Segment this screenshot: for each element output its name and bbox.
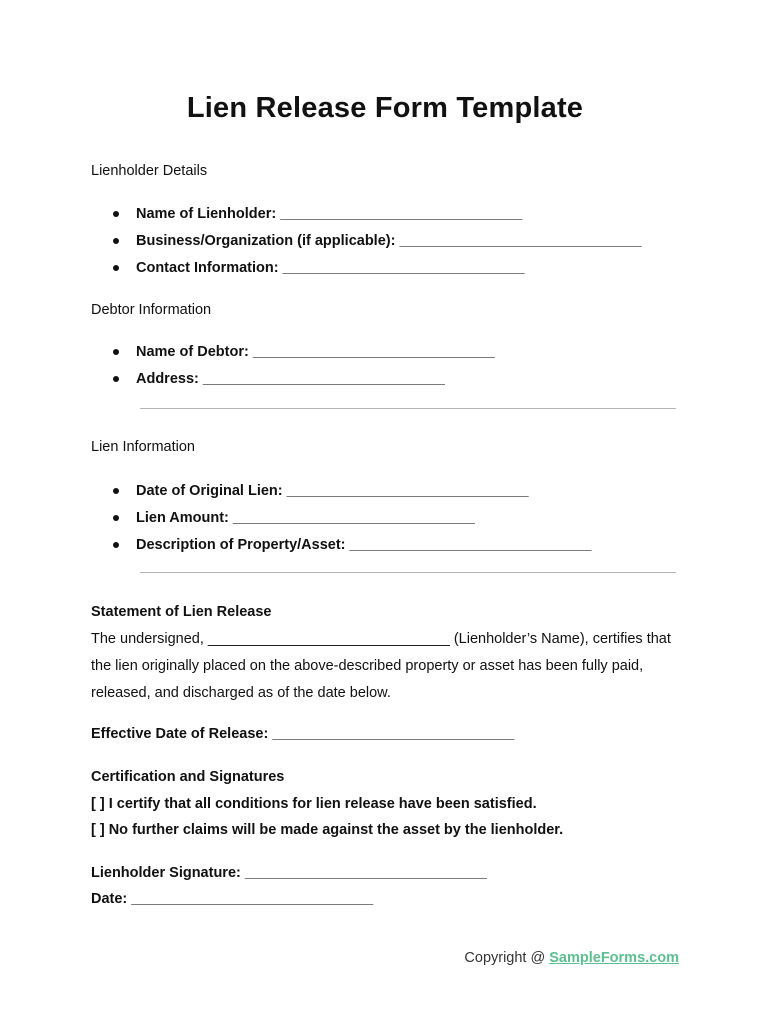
bullet-icon (113, 488, 119, 494)
lienholder-list (110, 205, 641, 286)
bullet-icon (113, 376, 119, 382)
list-item (110, 536, 591, 563)
field-address: Address: ______________________________ (136, 371, 445, 387)
field-date: Date: ______________________________ (91, 891, 374, 907)
field-contact-information: Contact Information: ______________________________ (136, 260, 525, 276)
divider-line (140, 408, 676, 409)
section-heading-lien: Lien Information (91, 439, 195, 455)
list-item (110, 205, 641, 232)
field-lien-amount: Lien Amount: ______________________________ (136, 510, 475, 526)
statement-line: released, and discharged as of the date below. (91, 685, 391, 701)
footer-prefix: Copyright @ (464, 950, 550, 966)
bullet-icon (113, 211, 119, 217)
page-title: Lien Release Form Template (186, 92, 584, 124)
statement-line: The undersigned, ______________________________ (Lienholder’s Name), certifies that (91, 631, 671, 647)
field-lienholder-signature: Lienholder Signature: ______________________________ (91, 865, 487, 881)
list-item (110, 482, 591, 509)
field-date-of-original-lien: Date of Original Lien: ______________________________ (136, 483, 529, 499)
lien-list (110, 482, 591, 563)
list-item (110, 232, 641, 259)
footer-brand-link[interactable]: SampleForms.com (549, 950, 679, 966)
list-item (110, 259, 641, 286)
section-heading-debtor: Debtor Information (91, 302, 212, 318)
bullet-icon (113, 515, 119, 521)
debtor-list (110, 343, 495, 397)
field-description-of-property: Description of Property/Asset: ______________________________ (136, 537, 592, 553)
bullet-icon (113, 265, 119, 271)
statement-paragraph (91, 626, 691, 707)
list-item (110, 509, 591, 536)
bullet-icon (113, 238, 119, 244)
section-heading-statement: Statement of Lien Release (91, 604, 272, 620)
list-item (110, 370, 495, 397)
bullet-icon (113, 542, 119, 548)
list-item (110, 343, 495, 370)
field-effective-date: Effective Date of Release: ______________________________ (91, 726, 515, 742)
checkbox-conditions-satisfied: [ ] I certify that all conditions for lien release have been satisfied. (91, 796, 537, 812)
bullet-icon (113, 349, 119, 355)
footer-copyright (464, 950, 679, 966)
statement-line: the lien originally placed on the above-described property or asset has been fully paid, (91, 658, 644, 674)
section-heading-certification: Certification and Signatures (91, 769, 285, 785)
checkbox-no-further-claims: [ ] No further claims will be made against the asset by the lienholder. (91, 822, 564, 838)
divider-line (140, 572, 676, 573)
field-business-organization: Business/Organization (if applicable): ______________________________ (136, 233, 642, 249)
field-name-of-lienholder: Name of Lienholder: ______________________________ (136, 206, 523, 222)
section-heading-lienholder: Lienholder Details (91, 163, 208, 179)
field-name-of-debtor: Name of Debtor: ______________________________ (136, 344, 495, 360)
